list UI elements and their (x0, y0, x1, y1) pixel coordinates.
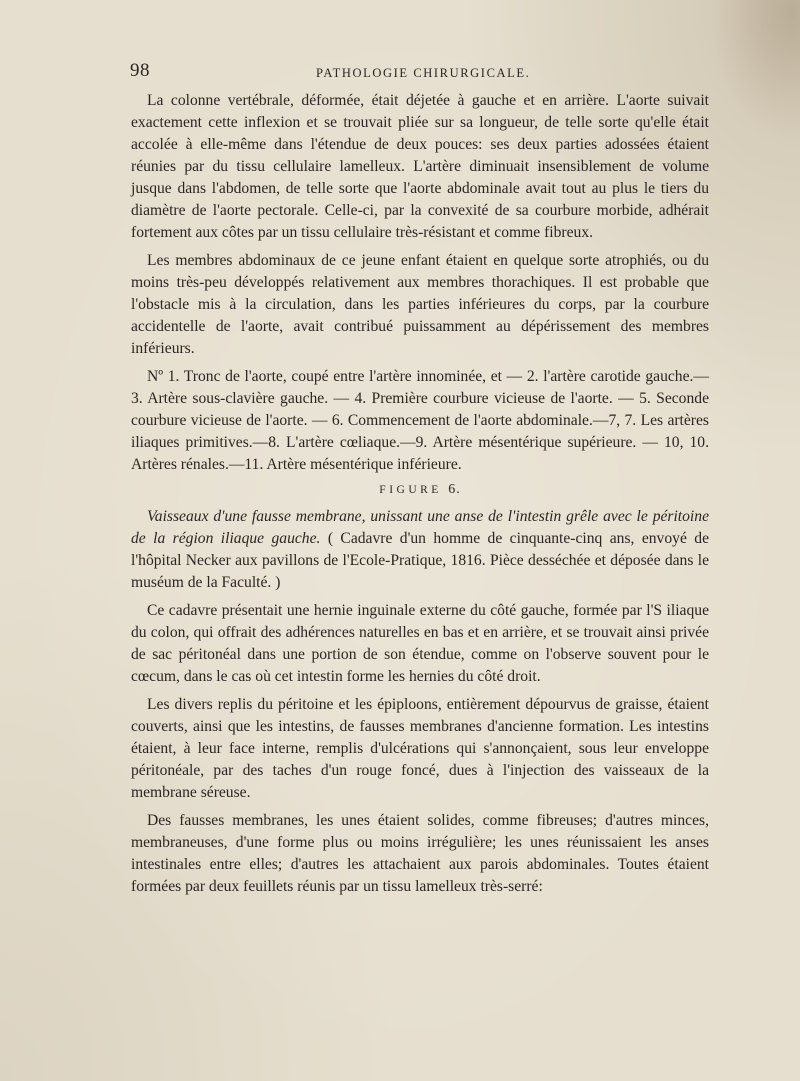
paragraph-peritoine: Les divers replis du péritoine et les épiploons, entièrement dépourvus de graisse, étaient couverts, ainsi que les intestins, de fausses membranes d'ancienne formation. Les intestins étaient, à leur face interne, remplis d'ulcérations qui s'annonçaient, sous leur enveloppe péritonéale, par des taches d'un rouge foncé, dues à l'injection des vaisseaux de la membrane séreuse. (131, 696, 709, 801)
figure-heading-number: 6. (448, 482, 461, 497)
paragraph-fausses-membranes: Des fausses membranes, les unes étaient solides, comme fibreuses; d'autres minces, membraneuses, d'une forme plus ou moins irrégulière; les unes réunissaient les anses intestinales entre elles; d'autres les attachaient aux parois abdominales. Toutes étaient formées par deux feuillets réunis par un tissu lamelleux très-serré: (131, 812, 709, 895)
figure-heading-word: FIGURE (379, 484, 442, 496)
caption-title: Vaisseaux d'une fausse membrane, unissant une anse de l'intestin grêle avec le péritoine de la région iliaque gauche. (131, 508, 709, 547)
running-title: PATHOLOGIE CHIRURGICALE. (316, 66, 531, 80)
body-text (131, 90, 709, 898)
page-number: 98 (130, 60, 150, 81)
caption-source: ( Cadavre d'un homme de cinquante-cinq ans, envoyé de l'hôpital Necker aux pavillons de l'Ecole-Pratique, 1816. Pièce desséchée et déposée dans le muséum de la Faculté. ) (131, 530, 709, 591)
page-stain (710, 0, 800, 140)
paragraph-aorte-description: La colonne vertébrale, déformée, était déjetée à gauche et en arrière. L'aorte suivait exactement cette inflexion et se trouvait pliée sur sa longueur, de telle sorte qu'elle était accolée à elle-même dans l'étendue de deux pouces: ses deux parties adossées étaient réunies par du tissu cellulaire lamelleux. L'artère diminuait insensiblement de volume jusque dans l'abdomen, de telle sorte que l'aorte abdominale avait tout au plus le tiers du diamètre de l'aorte pectorale. Celle-ci, par la convexité de sa courbure morbide, adhérait fortement aux côtes par un tissu cellulaire très-résistant et comme fibreux. (131, 92, 709, 241)
paragraph-figure-caption (131, 506, 709, 594)
paragraph-membres: Les membres abdominaux de ce jeune enfant étaient en quelque sorte atrophiés, ou du moins très-peu développés relativement aux membres thorachiques. Il est probable que l'obstacle mis à la circulation, dans les parties inférieures du corps, par la courbure accidentelle de l'aorte, avait contribué puissamment au dépérissement des membres inférieurs. (131, 252, 709, 357)
paragraph-figure-legend: Nº 1. Tronc de l'aorte, coupé entre l'artère innominée, et — 2. l'artère carotide gauche.—3. Artère sous-clavière gauche. — 4. Première courbure vicieuse de l'aorte. — 5. Seconde courbure vicieuse de l'aorte. — 6. Commencement de l'aorte abdominale.—7, 7. Les artères iliaques primitives.—8. L'artère cœliaque.—9. Artère mésentérique supérieure. — 10, 10. Artères rénales.—11. Artère mésentérique inférieure. (131, 368, 709, 473)
figure-heading (131, 479, 709, 501)
paragraph-hernie: Ce cadavre présentait une hernie inguinale externe du côté gauche, formée par l'S iliaque du colon, qui offrait des adhérences naturelles en bas et en arrière, et se trouvait ainsi privée de sac péritonéal dans une portion de son étendue, comme on l'observe souvent pour le cœcum, dans le cas où cet intestin forme les hernies du côté droit. (131, 602, 709, 685)
